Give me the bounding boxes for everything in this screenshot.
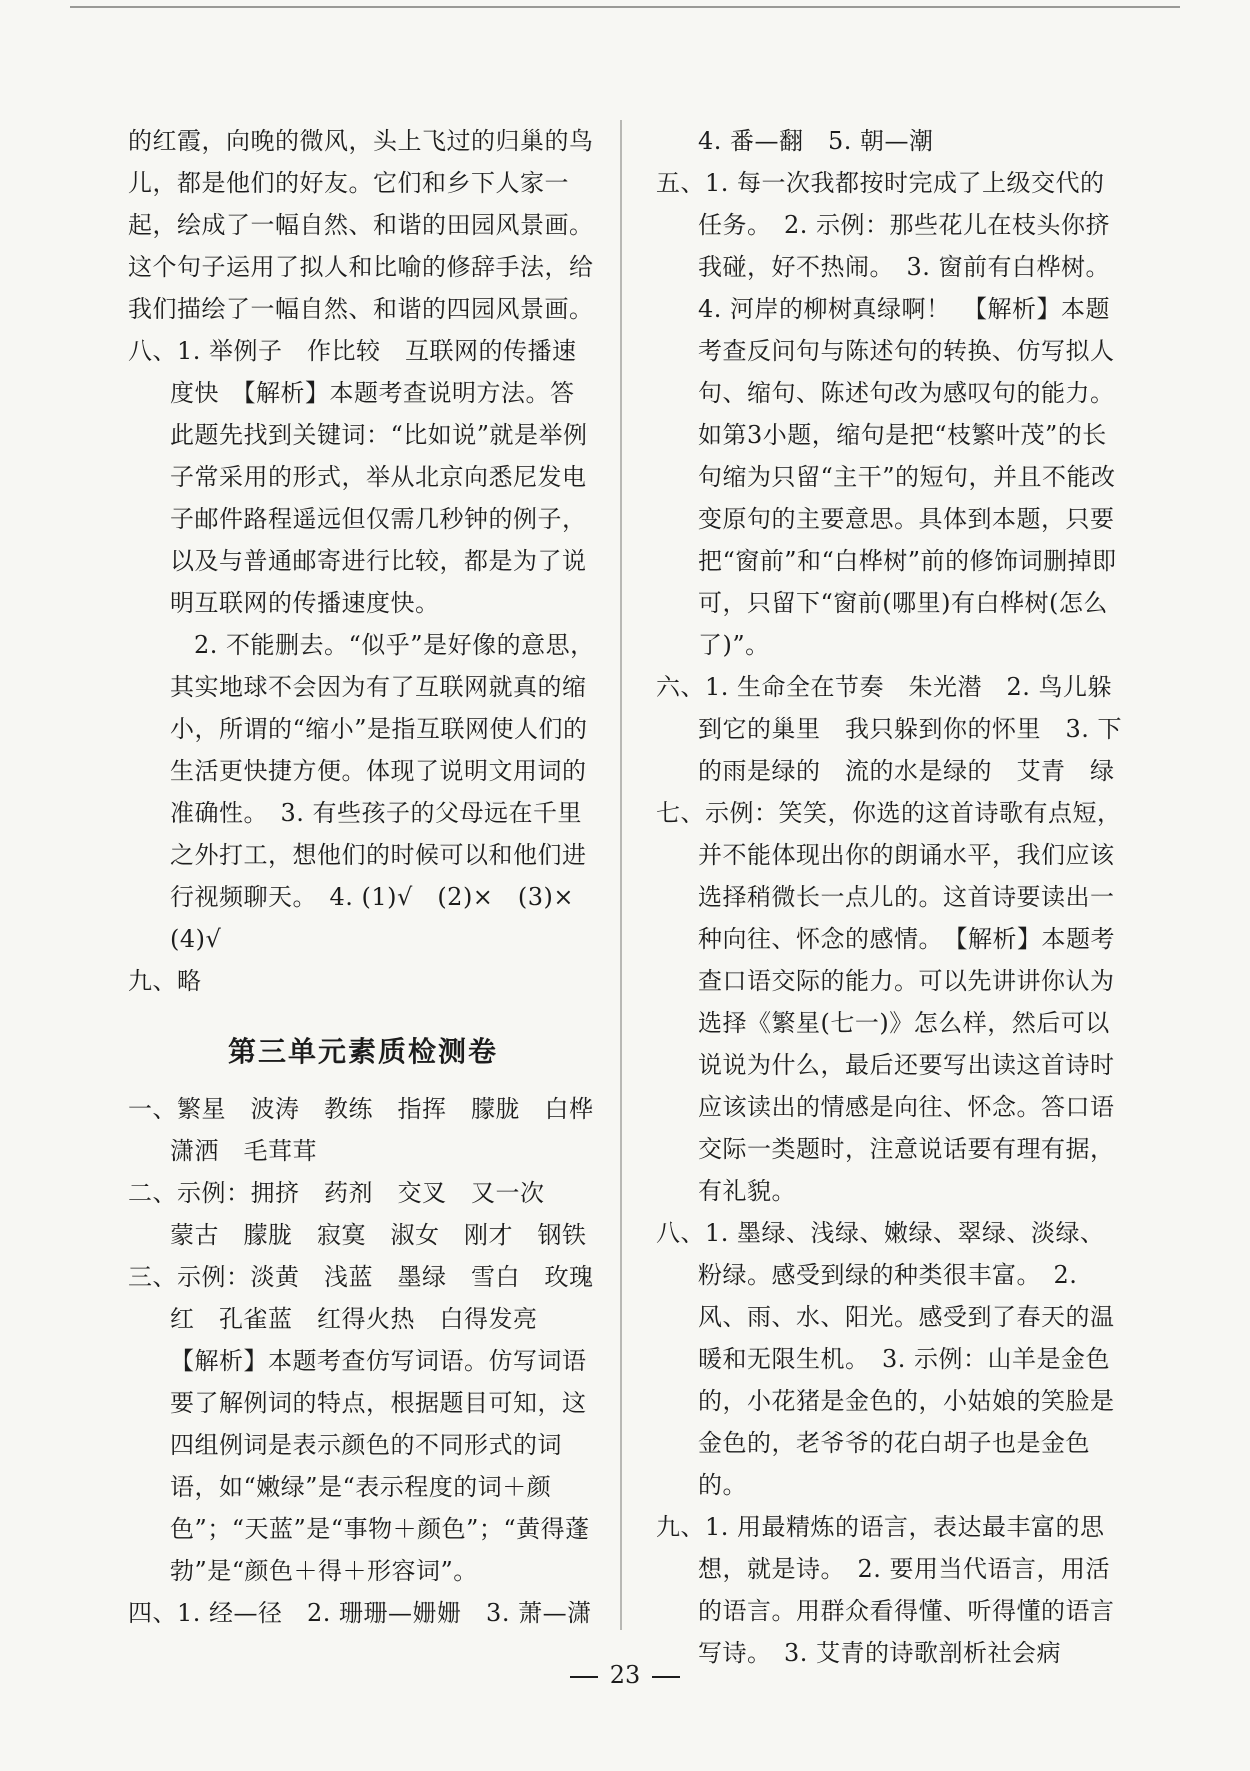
- right-column: [656, 120, 1126, 1674]
- answer-item-5: [656, 162, 1126, 666]
- item-4-continued: 4. 番—翻 5. 朝—潮: [698, 127, 934, 155]
- section-title: 第三单元素质检测卷: [227, 1035, 498, 1068]
- answer-item-8: [128, 330, 598, 624]
- item-label: 九、: [128, 967, 177, 995]
- answer-item-4: [128, 1592, 598, 1634]
- item-label: 六、: [656, 673, 705, 701]
- item-text: 1. 每一次我都按时完成了上级交代的任务。 2. 示例：那些花儿在枝头你挤我碰，好不热闹。 3. 窗前有白桦树。 4. 河岸的柳树真绿啊！ 【解析】本题考查反问句与陈述句的转换、仿写拟人句、缩句、陈述句改为感叹句的能力。如第3小题，缩句是把“枝繁叶茂”的长句缩为只留“主干”的短句，并且不能改变原句的主要意思。具体到本题，只要把“窗前”和“白桦树”前的修饰词删掉即可，只留下“窗前(哪里)有白桦树(怎么了)”。: [698, 169, 1123, 659]
- page-number: [0, 1660, 1250, 1690]
- answer-item-9-right: [656, 1506, 1126, 1674]
- item-8-part-1: 1. 举例子 作比较 互联网的传播速度快 【解析】本题考查说明方法。答此题先找到关键词：“比如说”就是举例子常采用的形式，举从北京向悉尼发电子邮件路程遥远但仅需几秒钟的例子，以及与普通邮寄进行比较，都是为了说明互联网的传播速度快。: [170, 337, 588, 617]
- item-3-analysis: 【解析】本题考查仿写词语。仿写词语要了解例词的特点，根据题目可知，这四组例词是表示颜色的不同形式的词语，如“嫩绿”是“表示程度的词＋颜色”；“天蓝”是“事物＋颜色”；“黄得蓬勃”是“颜色＋得＋形容词”。: [170, 1347, 590, 1585]
- item-label: 八、: [128, 337, 177, 365]
- item-label: 八、: [656, 1219, 705, 1247]
- item-label: 一、: [128, 1095, 177, 1123]
- item-text: 1. 经—径 2. 珊珊—姗姗 3. 萧—潇: [177, 1599, 592, 1627]
- item-text: 繁星 波涛 教练 指挥 朦胧 白桦 潇洒 毛茸茸: [170, 1095, 618, 1165]
- top-rule: [70, 6, 1180, 8]
- item-2-extra: 蒙古 朦胧 寂寞 淑女 刚才 钢铁: [170, 1221, 587, 1249]
- page-number-dash-left: [570, 1676, 598, 1678]
- page-number-dash-right: [652, 1676, 680, 1678]
- answer-item-3: [128, 1256, 598, 1340]
- column-divider: [620, 120, 622, 1630]
- left-column: [128, 120, 618, 1634]
- item-label: 九、: [656, 1513, 705, 1541]
- item-label: 二、: [128, 1179, 177, 1207]
- answer-item-9: [128, 960, 598, 1002]
- item-text: 示例：拥挤 药剂 交叉 又一次: [177, 1179, 545, 1207]
- item-8-part-2: 2. 不能删去。“似乎”是好像的意思，其实地球不会因为有了互联网就真的缩小，所谓的“缩小”是指互联网使人们的生活更快捷方便。体现了说明文用词的准确性。 3. 有些孩子的父母远在千里之外打工，想他们的时候可以和他们进行视频聊天。 4. (1)√ (2)× (3)× (4)√: [170, 631, 599, 953]
- answer-item-8-right: [656, 1212, 1126, 1506]
- item-text: 1. 用最精炼的语言，表达最丰富的思想，就是诗。 2. 要用当代语言，用活的语言。用群众看得懂、听得懂的语言写诗。 3. 艾青的诗歌剖析社会病: [698, 1513, 1115, 1667]
- page-number-value: 23: [609, 1661, 641, 1689]
- answer-item-7: [656, 792, 1126, 1212]
- item-text: 示例：笑笑，你选的这首诗歌有点短，并不能体现出你的朗诵水平，我们应该选择稍微长一点儿的。这首诗要读出一种向往、怀念的感情。 【解析】本题考查口语交际的能力。可以先讲讲你认为选择《繁星(七一)》怎么样，然后可以说说为什么，最后还要写出读这首诗时应该读出的情感是向往、怀念。答口语交际一类题时，注意说话要有理有据，有礼貌。: [698, 799, 1122, 1205]
- answer-item-6: [656, 666, 1126, 792]
- item-label: 三、: [128, 1263, 177, 1291]
- item-label: 七、: [656, 799, 705, 827]
- item-text: 1. 墨绿、浅绿、嫩绿、翠绿、淡绿、粉绿。感受到绿的种类很丰富。 2. 风、雨、水、阳光。感受到了春天的温暖和无限生机。 3. 示例：山羊是金色的，小花猪是金色的，小姑娘的笑脸是金色的，老爷爷的花白胡子也是金色的。: [698, 1219, 1115, 1499]
- item-label: 四、: [128, 1599, 177, 1627]
- answer-item-1: [128, 1088, 618, 1172]
- continuation-text: 的红霞，向晚的微风，头上飞过的归巢的鸟儿，都是他们的好友。它们和乡下人家一起，绘成了一幅自然、和谐的田园风景画。 这个句子运用了拟人和比喻的修辞手法，给我们描绘了一幅自然、和谐的四园风景画。: [128, 127, 606, 323]
- item-text: 1. 生命全在节奏 朱光潜 2. 鸟儿躲到它的巢里 我只躲到你的怀里 3. 下的雨是绿的 流的水是绿的 艾青 绿: [698, 673, 1123, 785]
- item-text: 略: [177, 967, 202, 995]
- answer-item-2: [128, 1172, 598, 1214]
- item-text: 示例：淡黄 浅蓝 墨绿 雪白 玫瑰红 孔雀蓝 红得火热 白得发亮: [170, 1263, 594, 1333]
- item-label: 五、: [656, 169, 705, 197]
